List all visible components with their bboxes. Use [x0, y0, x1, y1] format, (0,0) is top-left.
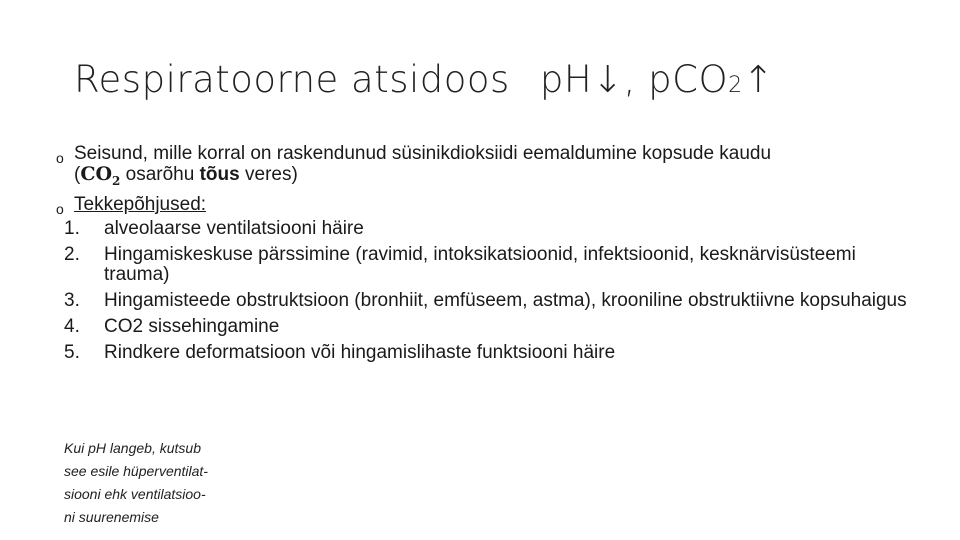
definition-end: veres) [239, 164, 298, 185]
paren-open: ( [74, 164, 81, 185]
cause-text: Hingamiskeskuse pärssimine (ravimid, intoksikatsioonid, infektsioonid, kesknärvisüsteemi trauma) [104, 243, 856, 285]
cause-number: 4. [64, 315, 80, 337]
causes-heading: Tekkepõhjused: [74, 193, 207, 215]
cause-number: 2. [64, 243, 80, 265]
bullet-definition [56, 144, 916, 191]
title-formula-sub: 2 [728, 73, 743, 98]
chem-co2 [80, 163, 121, 188]
definition-line-1: Seisund, mille korral on raskendunud süsinikdioksiidi eemaldumine kopsude kaudu [74, 143, 772, 164]
cause-text: Hingamisteede obstruktsioon (bronhiit, emfüseem, astma), krooniline obstruktiivne kopsuhaigus [104, 289, 907, 311]
slide-title [74, 58, 774, 101]
cause-text: Rindkere deformatsioon või hingamislihaste funktsiooni häire [104, 341, 616, 363]
bullet-causes-heading [56, 195, 916, 215]
chem-sub: 2 [112, 173, 121, 188]
chem-main: CO [80, 163, 113, 185]
cause-item [56, 343, 916, 363]
cause-number: 1. [64, 217, 80, 239]
cause-item [56, 219, 916, 239]
title-formula-ph: pH↓, p [539, 58, 673, 101]
definition-line-2 [74, 164, 916, 191]
cause-item [56, 317, 916, 337]
bullet-marker: o [56, 200, 64, 217]
title-formula-co: CO [672, 58, 729, 101]
side-note [64, 437, 264, 529]
bullet-marker: o [56, 150, 64, 166]
note-line: Kui pH langeb, kutsub [64, 440, 201, 456]
title-formula-arrow: ↑ [742, 58, 775, 101]
cause-text: alveolaarse ventilatsiooni häire [104, 217, 364, 239]
causes-list [56, 219, 916, 363]
cause-item [56, 245, 916, 285]
cause-number: 5. [64, 341, 80, 363]
cause-number: 3. [64, 289, 80, 311]
slide-body [56, 144, 916, 369]
cause-text: CO2 sissehingamine [104, 315, 280, 337]
note-line: see esile hüperventilat- [64, 463, 208, 479]
cause-item [56, 291, 916, 311]
note-line: siooni ehk ventilatsioo- [64, 486, 206, 502]
title-main: Respiratoorne atsidoos [74, 58, 510, 101]
definition-mid: osarõhu [120, 164, 200, 185]
definition-bold: tõus [199, 164, 240, 185]
note-line: ni suurenemise [64, 509, 159, 525]
